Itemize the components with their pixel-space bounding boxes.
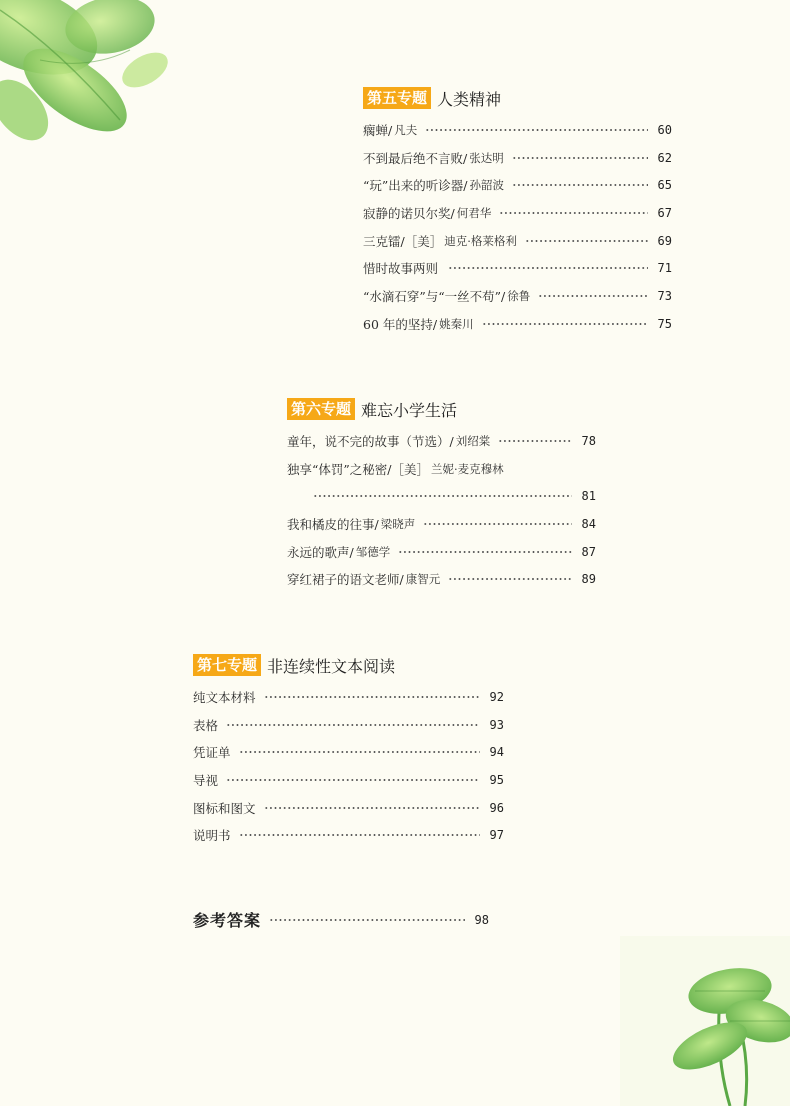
entry-title: 三克镭/［美］ — [363, 233, 443, 249]
toc-entry[interactable] — [363, 199, 672, 227]
section-title: 人类精神 — [437, 89, 502, 109]
entry-author: 刘绍棠 — [455, 433, 491, 448]
dot-leader — [226, 724, 480, 726]
dot-leader — [425, 129, 648, 131]
toc-entry[interactable] — [287, 538, 596, 566]
entry-title: “玩”出来的听诊器/ — [363, 178, 468, 194]
leaf-decoration-bottom-right — [620, 936, 790, 1106]
entry-page: 75 — [657, 316, 672, 331]
entry-page: 92 — [489, 689, 504, 704]
toc-entry[interactable] — [363, 254, 672, 282]
toc-entry[interactable] — [193, 738, 504, 766]
dot-leader — [498, 440, 572, 442]
dot-leader — [482, 323, 648, 325]
section-title: 非连续性文本阅读 — [267, 656, 396, 676]
toc-answers — [193, 906, 489, 934]
entry-page: 81 — [581, 489, 596, 504]
entry-page: 69 — [657, 233, 672, 248]
dot-leader — [499, 212, 648, 214]
dot-leader — [226, 779, 480, 781]
entry-title: 说明书 — [193, 828, 231, 844]
entry-author: 徐鲁 — [507, 288, 531, 303]
answers-entry[interactable] — [193, 906, 489, 934]
entry-title: 60 年的坚持/ — [363, 316, 438, 332]
section-heading — [193, 653, 504, 677]
entry-page: 94 — [489, 745, 504, 760]
dot-leader — [313, 495, 572, 497]
entry-author: 兰妮·麦克穆林 — [431, 461, 504, 476]
dot-leader — [448, 267, 648, 269]
entry-title: 我和橘皮的往事/ — [287, 516, 379, 532]
entry-author: 梁晓声 — [380, 516, 416, 531]
toc-section-5 — [363, 86, 672, 338]
dot-leader — [398, 551, 572, 553]
entry-page: 93 — [489, 717, 504, 732]
entry-page: 62 — [657, 150, 672, 165]
entry-page: 60 — [657, 122, 672, 137]
toc-entry[interactable] — [363, 144, 672, 172]
entry-page: 65 — [657, 178, 672, 193]
entry-author: 张达明 — [469, 150, 504, 165]
entry-title: 独享“体罚”之秘密/［美］ — [287, 461, 429, 477]
section-heading — [363, 86, 672, 110]
entry-title: “水滴石穿”与“一丝不苟”/ — [363, 288, 506, 304]
entry-page: 95 — [489, 772, 504, 787]
entry-title: 不到最后绝不言败/ — [363, 150, 468, 166]
entry-title: 纯文本材料 — [193, 689, 256, 705]
entry-title: 童年，说不完的故事（节选）/ — [287, 433, 454, 449]
entry-title: 穿红裙子的语文老师/ — [287, 572, 404, 588]
entry-title: 图标和图文 — [193, 800, 256, 816]
toc-entry[interactable] — [363, 282, 672, 310]
dot-leader — [448, 578, 572, 580]
section-badge: 第七专题 — [193, 654, 261, 676]
entry-author: 邹德学 — [355, 544, 391, 559]
toc-section-7 — [193, 653, 504, 849]
toc-entry[interactable] — [193, 711, 504, 739]
dot-leader — [512, 157, 648, 159]
toc-entry[interactable] — [363, 310, 672, 338]
entry-title: 惜时故事两则 — [363, 261, 439, 277]
toc-entry[interactable] — [363, 116, 672, 144]
toc-entry[interactable] — [193, 683, 504, 711]
entry-page: 96 — [489, 800, 504, 815]
toc-entry[interactable] — [287, 455, 596, 483]
section-title: 难忘小学生活 — [361, 400, 458, 420]
section-badge: 第五专题 — [363, 87, 431, 109]
entry-page: 78 — [581, 433, 596, 448]
toc-entry[interactable] — [193, 821, 504, 849]
dot-leader — [269, 919, 465, 921]
toc-entry[interactable] — [193, 766, 504, 794]
dot-leader — [264, 696, 480, 698]
toc-entry-continuation[interactable] — [287, 482, 596, 510]
dot-leader — [264, 807, 480, 809]
entry-page: 97 — [489, 828, 504, 843]
entry-author: 凡夫 — [394, 122, 418, 137]
entry-title: 瘸蝉/ — [363, 122, 393, 138]
entry-title: 凭证单 — [193, 745, 231, 761]
section-badge: 第六专题 — [287, 398, 355, 420]
section-heading — [287, 397, 596, 421]
dot-leader — [239, 751, 480, 753]
entry-page: 89 — [581, 572, 596, 587]
entry-title: 导视 — [193, 772, 219, 788]
dot-leader — [239, 834, 480, 836]
toc-entry[interactable] — [287, 427, 596, 455]
entry-author: 康智元 — [405, 572, 441, 587]
toc-entry[interactable] — [287, 510, 596, 538]
entry-author: 何君华 — [456, 205, 492, 220]
entry-author: 姚秦川 — [439, 316, 474, 331]
entry-author: 孙韶波 — [469, 178, 504, 193]
entry-title: 表格 — [193, 717, 219, 733]
toc-section-6 — [287, 397, 596, 593]
toc-entry[interactable] — [193, 794, 504, 822]
answers-page: 98 — [474, 912, 489, 927]
dot-leader — [512, 184, 648, 186]
entry-page: 84 — [581, 516, 596, 531]
entry-page: 73 — [657, 288, 672, 303]
dot-leader — [423, 523, 572, 525]
entry-page: 87 — [581, 544, 596, 559]
entry-page: 71 — [657, 261, 672, 276]
entry-page: 67 — [657, 205, 672, 220]
dot-leader — [538, 295, 648, 297]
entry-title: 寂静的诺贝尔奖/ — [363, 205, 455, 221]
answers-title: 参考答案 — [193, 911, 262, 931]
leaf-decoration-top-left — [0, 0, 175, 150]
toc-entry[interactable] — [363, 227, 672, 255]
entry-title: 永远的歌声/ — [287, 544, 354, 560]
toc-entry[interactable] — [287, 565, 596, 593]
dot-leader — [525, 240, 648, 242]
toc-entry[interactable] — [363, 171, 672, 199]
entry-author: 迪克·格莱格利 — [444, 233, 517, 248]
